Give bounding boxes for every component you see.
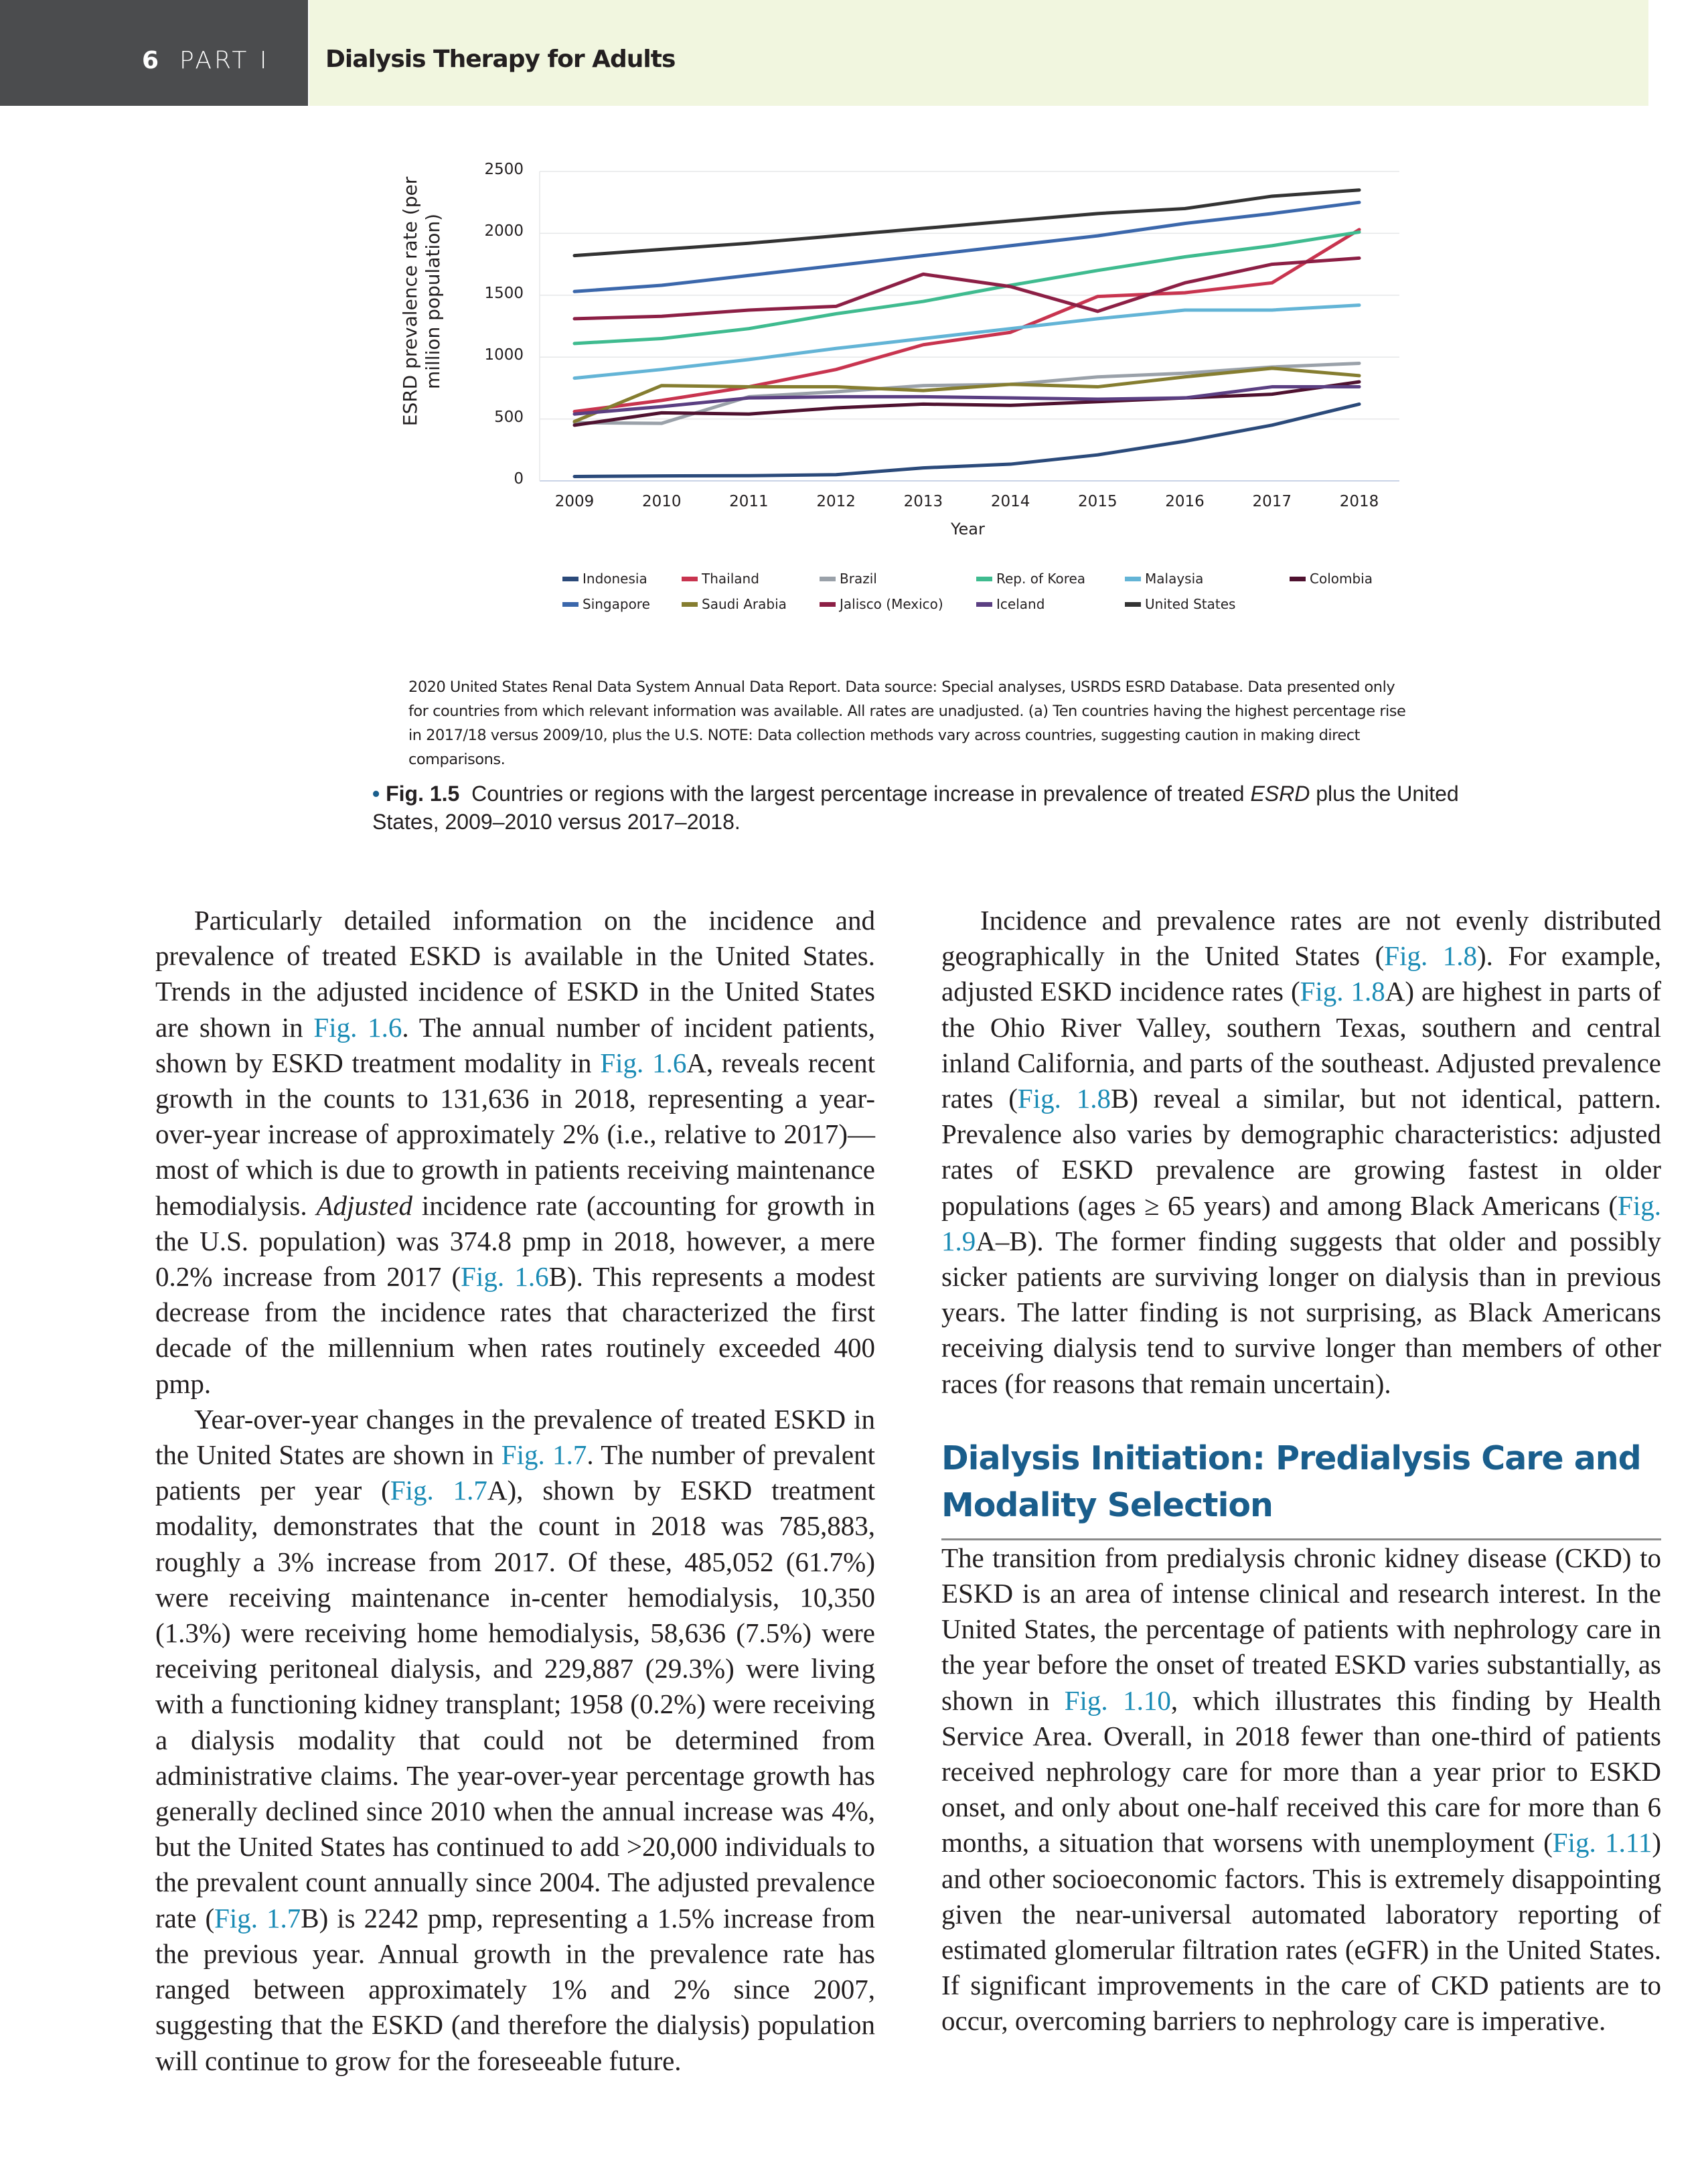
legend-swatch-icon bbox=[1125, 602, 1141, 607]
paragraph-geographic: Incidence and prevalence rates are not evenly distributed geographically in the United States (Fig. 1.8). For example, adjusted ESKD incidence rates (Fig. 1.8A) are highest in parts of the Ohio River Valley, southern Texas, southern and central inland California, and parts of the southeast. Adjusted prevalence rates (Fig. 1.8B) reveal a similar, but not identical, pattern. Prevalence also varies by demographic characteristics: adjusted rates of ESKD prevalence are growing fastest in older populations (ages ≥ 65 years) and among Black Americans (Fig. 1.9A–B). The former finding suggests that older and possibly sicker patients are surviving longer on dialysis than in previous years. The latter finding is not surprising, as Black Americans receiving dialysis tend to survive longer than members of other races (for reasons that remain uncertain). bbox=[941, 905, 1661, 1399]
legend-label: Thailand bbox=[702, 571, 759, 587]
legend-swatch-icon bbox=[820, 577, 836, 581]
x-tick-label: 2009 bbox=[554, 493, 595, 510]
legend-label: Saudi Arabia bbox=[702, 596, 787, 612]
series-line bbox=[574, 305, 1359, 378]
figure-link[interactable]: Fig. 1.8 bbox=[1017, 1083, 1111, 1114]
y-axis-label-text: ESRD prevalence rate (per million population) bbox=[399, 176, 444, 427]
legend-item bbox=[562, 596, 650, 612]
caption-italic: ESRD bbox=[1250, 782, 1310, 806]
legend-item bbox=[1290, 571, 1373, 587]
legend-label: Rep. of Korea bbox=[996, 571, 1086, 587]
x-tick-label: 2011 bbox=[729, 493, 769, 510]
legend-label: Indonesia bbox=[583, 571, 647, 587]
legend-swatch-icon bbox=[1125, 577, 1141, 581]
legend-item bbox=[976, 571, 1085, 587]
series-line bbox=[574, 190, 1359, 256]
legend-swatch-icon bbox=[976, 602, 992, 607]
legend-label: Brazil bbox=[840, 571, 877, 587]
y-tick-label: 1500 bbox=[484, 284, 524, 302]
legend-label: Iceland bbox=[996, 596, 1045, 612]
legend-label: Singapore bbox=[583, 596, 650, 612]
legend-item bbox=[820, 571, 877, 587]
x-tick-label: 2018 bbox=[1339, 493, 1379, 510]
legend-label: Colombia bbox=[1310, 571, 1373, 587]
caption-text-end: plus the United States, 2009–2010 versus 2017–2018. bbox=[372, 782, 1459, 834]
legend-item bbox=[1125, 571, 1203, 587]
figure-link[interactable]: Fig. 1.9 bbox=[941, 1189, 1661, 1256]
chapter-title: Dialysis Therapy for Adults bbox=[325, 46, 676, 73]
x-tick-label: 2015 bbox=[1078, 493, 1117, 510]
y-tick-label: 2500 bbox=[484, 161, 524, 178]
line-chart bbox=[0, 0, 1698, 603]
figure-link[interactable]: Fig. 1.6 bbox=[461, 1261, 549, 1293]
legend-item bbox=[1125, 596, 1235, 612]
legend-item bbox=[682, 571, 759, 587]
y-tick-label: 0 bbox=[514, 470, 524, 488]
caption-figure-number: Fig. 1.5 bbox=[386, 782, 460, 806]
series-line bbox=[574, 387, 1359, 415]
legend-label: Jalisco (Mexico) bbox=[840, 596, 943, 612]
x-axis-label: Year bbox=[951, 520, 985, 538]
legend-label: Malaysia bbox=[1145, 571, 1204, 587]
figure-link[interactable]: Fig. 1.7 bbox=[390, 1475, 487, 1506]
x-tick-label: 2013 bbox=[903, 493, 943, 510]
legend-swatch-icon bbox=[976, 577, 992, 581]
legend-swatch-icon bbox=[682, 602, 698, 607]
legend-item bbox=[820, 596, 943, 612]
figure-link[interactable]: Fig. 1.8 bbox=[1300, 976, 1385, 1007]
figure-link[interactable]: Fig. 1.11 bbox=[1552, 1827, 1652, 1859]
paragraph-prevalence: Year-over-year changes in the prevalence of treated ESKD in the United States are shown in Fig. 1.7. The number of prevalent patients per year (Fig. 1.7A), shown by ESKD treatment modality, demonstrates that the count in 2018 was 785,883, roughly a 3% increase from 2017. Of these, 485,052 (61.7%) were receiving maintenance in-center hemodialysis, 10,350 (1.3%) were receiving home hemodialysis, 58,636 (7.5%) were receiving peritoneal dialysis, and 229,887 (29.3%) were living with a functioning kidney transplant; 1958 (0.2%) were receiving a dialysis modality that could not be determined from administrative claims. The year-over-year percentage growth has generally declined since 2010 when the annual increase was 4%, but the United States has continued to add >20,000 individuals to the prevalent count annually since 2004. The adjusted prevalence rate (Fig. 1.7B) is 2242 pmp, representing a 1.5% increase from the previous year. Annual growth in the prevalence rate has ranged between approximately 1% and 2% since 2007, suggesting that the ESKD (and therefore the dialysis) population will continue to grow for the foreseeable future. bbox=[155, 1403, 876, 2076]
figure-link[interactable]: Fig. 1.6 bbox=[313, 1011, 402, 1043]
paragraph-predialysis: The transition from predialysis chronic kidney disease (CKD) to ESKD is an area of intense clinical and research interest. In the United States, the percentage of patients with nephrology care in the year before the onset of treated ESKD varies substantially, as shown in Fig. 1.10, which illustrates this finding by Health Service Area. Overall, in 2018 fewer than one-third of patients received nephrology care for more than a year prior to ESKD onset, and only about one-half received this care for more than 6 months, a situation that worsens with unemployment (Fig. 1.11) and other socioeconomic factors. This is extremely disappointing given the near-universal automated laboratory reporting of estimated glomerular filtration rates (eGFR) in the United States. If significant improvements in the care of CKD patients are to occur, overcoming barriers to nephrology care is imperative. bbox=[941, 1542, 1662, 2037]
paragraph-incidence: Particularly detailed information on the incidence and prevalence of treated ESKD is available in the United States. Trends in the adjusted incidence of ESKD in the United States are shown in Fig. 1.6. The annual number of incident patients, shown by ESKD treatment modality in Fig. 1.6A, reveals recent growth in the counts to 131,636 in 2018, representing a year-over-year increase of approximately 2% (i.e., relative to 2017)—most of which is due to growth in patients receiving maintenance hemodialysis. Adjusted incidence rate (accounting for growth in the U.S. population) was 374.8 pmp in 2018, however, a mere 0.2% increase from 2017 (Fig. 1.6B). This represents a modest decrease from the incidence rates that characterized the first decade of the millennium when rates routinely exceeded 400 pmp. bbox=[155, 905, 876, 1399]
x-tick-label: 2017 bbox=[1252, 493, 1292, 510]
left-column bbox=[155, 903, 875, 2079]
figure-link[interactable]: Fig. 1.7 bbox=[214, 1902, 301, 1934]
legend-swatch-icon bbox=[820, 602, 836, 607]
section-heading: Dialysis Initiation: Predialysis Care and Modality Selection bbox=[941, 1435, 1661, 1540]
figure-link[interactable]: Fig. 1.8 bbox=[1384, 940, 1477, 972]
part-label: PART I bbox=[179, 47, 270, 74]
figure-link[interactable]: Fig. 1.6 bbox=[600, 1047, 687, 1078]
y-tick-label: 1000 bbox=[484, 346, 524, 364]
page-number: 6 bbox=[142, 47, 159, 74]
legend-swatch-icon bbox=[562, 602, 578, 607]
figure-source-note: 2020 United States Renal Data System Annual Data Report. Data source: Special analyses, USRDS ESRD Database. Data presented only for countries from which relevant information was available. All rates are unadjusted. (a) Ten countries having the highest percentage rise in 2017/18 versus 2009/10, plus the U.S. NOTE: Data collection methods vary across countries, suggesting caution in making direct comparisons. bbox=[408, 678, 1406, 768]
figure-link[interactable]: Fig. 1.7 bbox=[501, 1439, 587, 1471]
x-tick-label: 2014 bbox=[990, 493, 1030, 510]
x-tick-label: 2012 bbox=[816, 493, 856, 510]
legend-swatch-icon bbox=[682, 577, 698, 581]
caption-bullet-icon: • bbox=[372, 782, 380, 806]
legend-swatch-icon bbox=[1290, 577, 1306, 581]
legend-label: United States bbox=[1145, 596, 1236, 612]
caption-text: Countries or regions with the largest percentage increase in prevalence of treated bbox=[471, 782, 1251, 806]
legend-item bbox=[682, 596, 787, 612]
legend-item bbox=[562, 571, 647, 587]
legend-swatch-icon bbox=[562, 577, 578, 581]
right-column bbox=[941, 903, 1661, 2039]
legend-item bbox=[976, 596, 1045, 612]
figure-link[interactable]: Fig. 1.10 bbox=[1064, 1684, 1171, 1716]
figure-caption bbox=[372, 780, 1470, 836]
y-tick-label: 500 bbox=[494, 408, 524, 426]
y-tick-label: 2000 bbox=[484, 222, 524, 240]
x-tick-label: 2010 bbox=[641, 493, 682, 510]
x-tick-label: 2016 bbox=[1165, 493, 1205, 510]
